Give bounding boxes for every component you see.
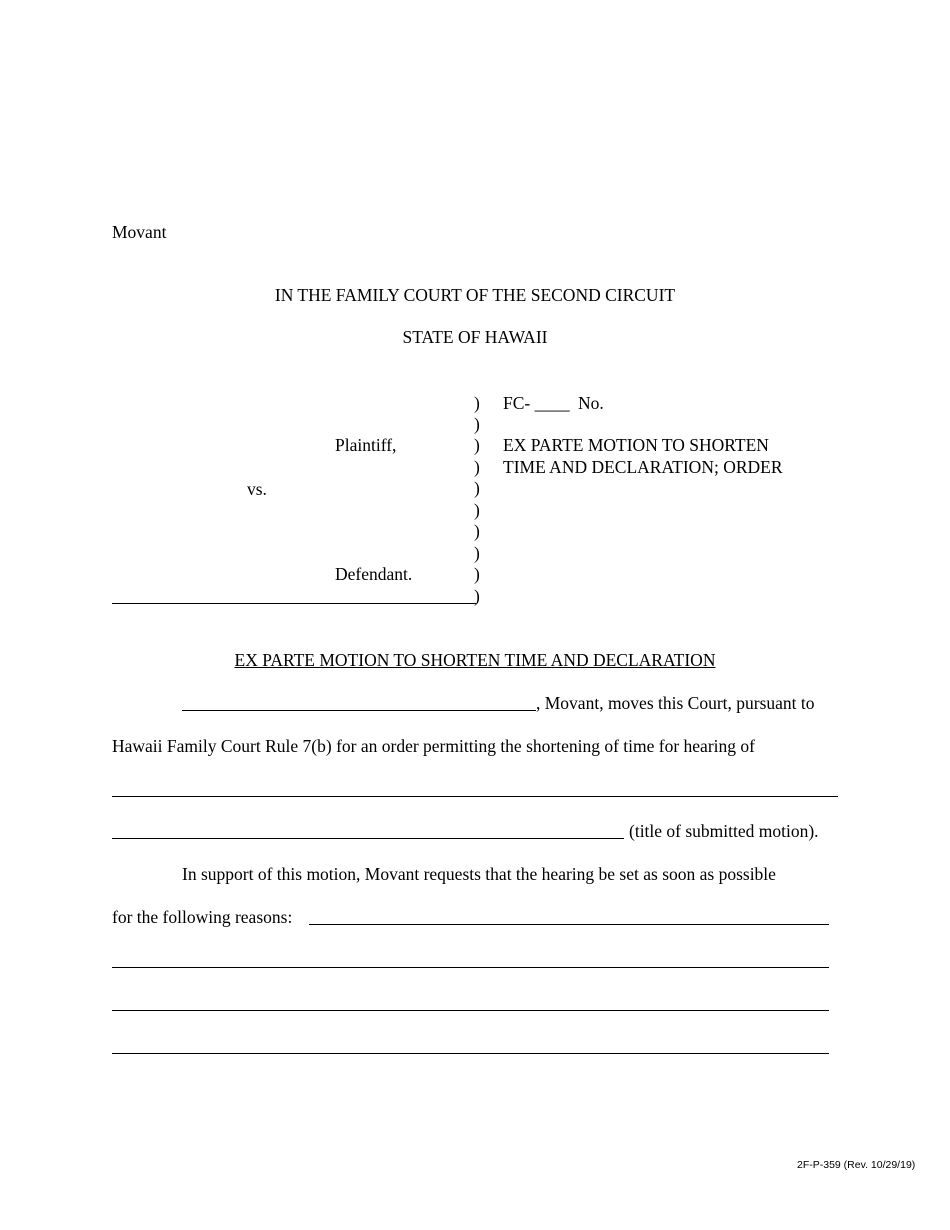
caption-paren: ) bbox=[474, 521, 480, 541]
court-name: IN THE FAMILY COURT OF THE SECOND CIRCUIT bbox=[274, 285, 676, 305]
p1-line1-tail: , Movant, moves this Court, pursuant to bbox=[536, 693, 815, 713]
caption-paren: ) bbox=[474, 564, 480, 584]
motion-title-field-line1[interactable] bbox=[112, 796, 838, 797]
p1-line2: Hawaii Family Court Rule 7(b) for an order permitting the shortening of time for hearing of bbox=[112, 736, 755, 756]
motion-title-label: (title of submitted motion). bbox=[629, 821, 819, 841]
reasons-field-line3[interactable] bbox=[112, 1010, 829, 1011]
motion-title-field-line2[interactable] bbox=[112, 838, 624, 839]
reasons-field-line4[interactable] bbox=[112, 1053, 829, 1054]
court-state: STATE OF HAWAII bbox=[402, 327, 548, 347]
caption-paren: ) bbox=[474, 414, 480, 434]
case-no-label: No. bbox=[577, 393, 604, 413]
case-number-blank[interactable]: ____ bbox=[534, 393, 570, 413]
doc-title-line1: EX PARTE MOTION TO SHORTEN bbox=[503, 435, 769, 455]
motion-heading: EX PARTE MOTION TO SHORTEN TIME AND DECLARATION bbox=[234, 650, 716, 670]
plaintiff-label: Plaintiff, bbox=[335, 435, 397, 455]
caption-paren: ) bbox=[474, 543, 480, 563]
movant-label: Movant bbox=[112, 222, 167, 242]
caption-paren: ) bbox=[474, 435, 480, 455]
p2-line2-label: for the following reasons: bbox=[112, 907, 293, 927]
caption-paren: ) bbox=[474, 586, 480, 606]
case-number bbox=[503, 395, 604, 413]
caption-paren: ) bbox=[474, 457, 480, 477]
caption-paren: ) bbox=[474, 393, 480, 413]
doc-title-line2: TIME AND DECLARATION; ORDER bbox=[503, 457, 783, 477]
vs-label: vs. bbox=[247, 479, 267, 499]
defendant-label: Defendant. bbox=[335, 564, 413, 584]
caption-paren: ) bbox=[474, 478, 480, 498]
reasons-field-line1[interactable] bbox=[309, 924, 829, 925]
case-prefix: FC- bbox=[503, 393, 531, 413]
form-id: 2F-P-359 (Rev. 10/29/19) bbox=[797, 1159, 916, 1171]
p2-line1: In support of this motion, Movant requests that the hearing be set as soon as possible bbox=[182, 864, 776, 884]
reasons-field-line2[interactable] bbox=[112, 967, 829, 968]
caption-bottom-line bbox=[112, 603, 476, 604]
movant-name-field[interactable] bbox=[182, 710, 536, 711]
caption-paren: ) bbox=[474, 500, 480, 520]
